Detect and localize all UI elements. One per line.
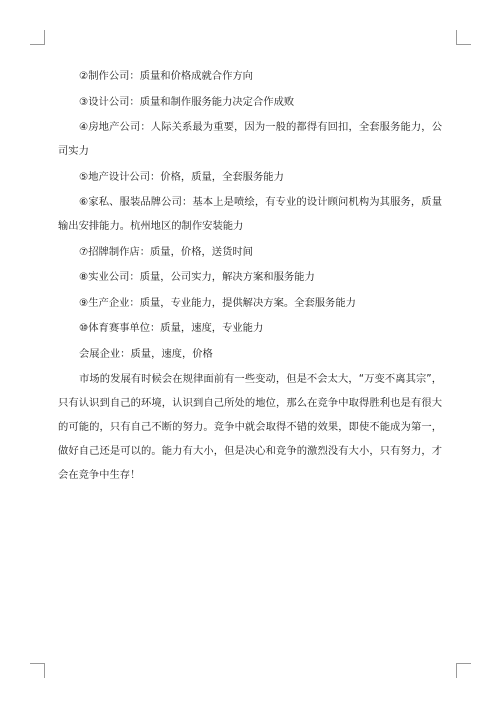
- paragraph-design-company: ③设计公司：质量和制作服务能力决定合作成败: [79, 95, 295, 108]
- paragraph-real-estate-company: ④房地产公司：人际关系最为重要，因为一般的都得有回扣，全套服务能力，公司实力: [58, 121, 442, 157]
- document-body: [58, 64, 442, 489]
- paragraph-industrial-company: ⑧实业公司：质量，公司实力，解决方案和服务能力: [79, 271, 315, 283]
- paragraph-production-company: ②制作公司：质量和价格成就合作方向: [79, 70, 253, 82]
- paragraph-sports-event-unit: ⑩体育赛事单位：质量，速度，专业能力: [79, 322, 264, 334]
- paragraph-market-conclusion: 市场的发展有时候会在规律面前有一些变动，但是不会太大，“万变不离其宗”，只有认识到自己的环境，认识到自己所处的地位，那么在竞争中取得胜利也是有很大的可能的，只有自己不断的努力。竞争中就会取得不错的效果，即使不能成为第一，做好自己还是可以的。能力有大小，但是决心和竞争的激烈没有大小，只有努力，才会在竞争中生存！: [58, 373, 442, 481]
- paragraph-manufacturing-enterprise: ⑨生产企业：质量，专业能力，提供解决方案。全套服务能力: [79, 296, 356, 309]
- crop-mark-bottom-right: [456, 663, 471, 678]
- paragraph-furniture-apparel-brand: ⑥家私、服装品牌公司：基本上是喷绘，有专业的设计顾问机构为其服务，质量输出安排能力。杭州地区的制作安装能力: [58, 196, 442, 232]
- paragraph-signboard-shop: ⑦招牌制作店：质量，价格，送货时间: [79, 245, 253, 258]
- crop-mark-top-left: [30, 30, 45, 45]
- paragraph-exhibition-enterprise: 会展企业：质量，速度，价格: [79, 347, 213, 360]
- crop-mark-bottom-left: [30, 663, 45, 678]
- crop-mark-top-right: [456, 30, 471, 45]
- paragraph-real-estate-design-company: ⑤地产设计公司：价格，质量，全套服务能力: [79, 170, 284, 183]
